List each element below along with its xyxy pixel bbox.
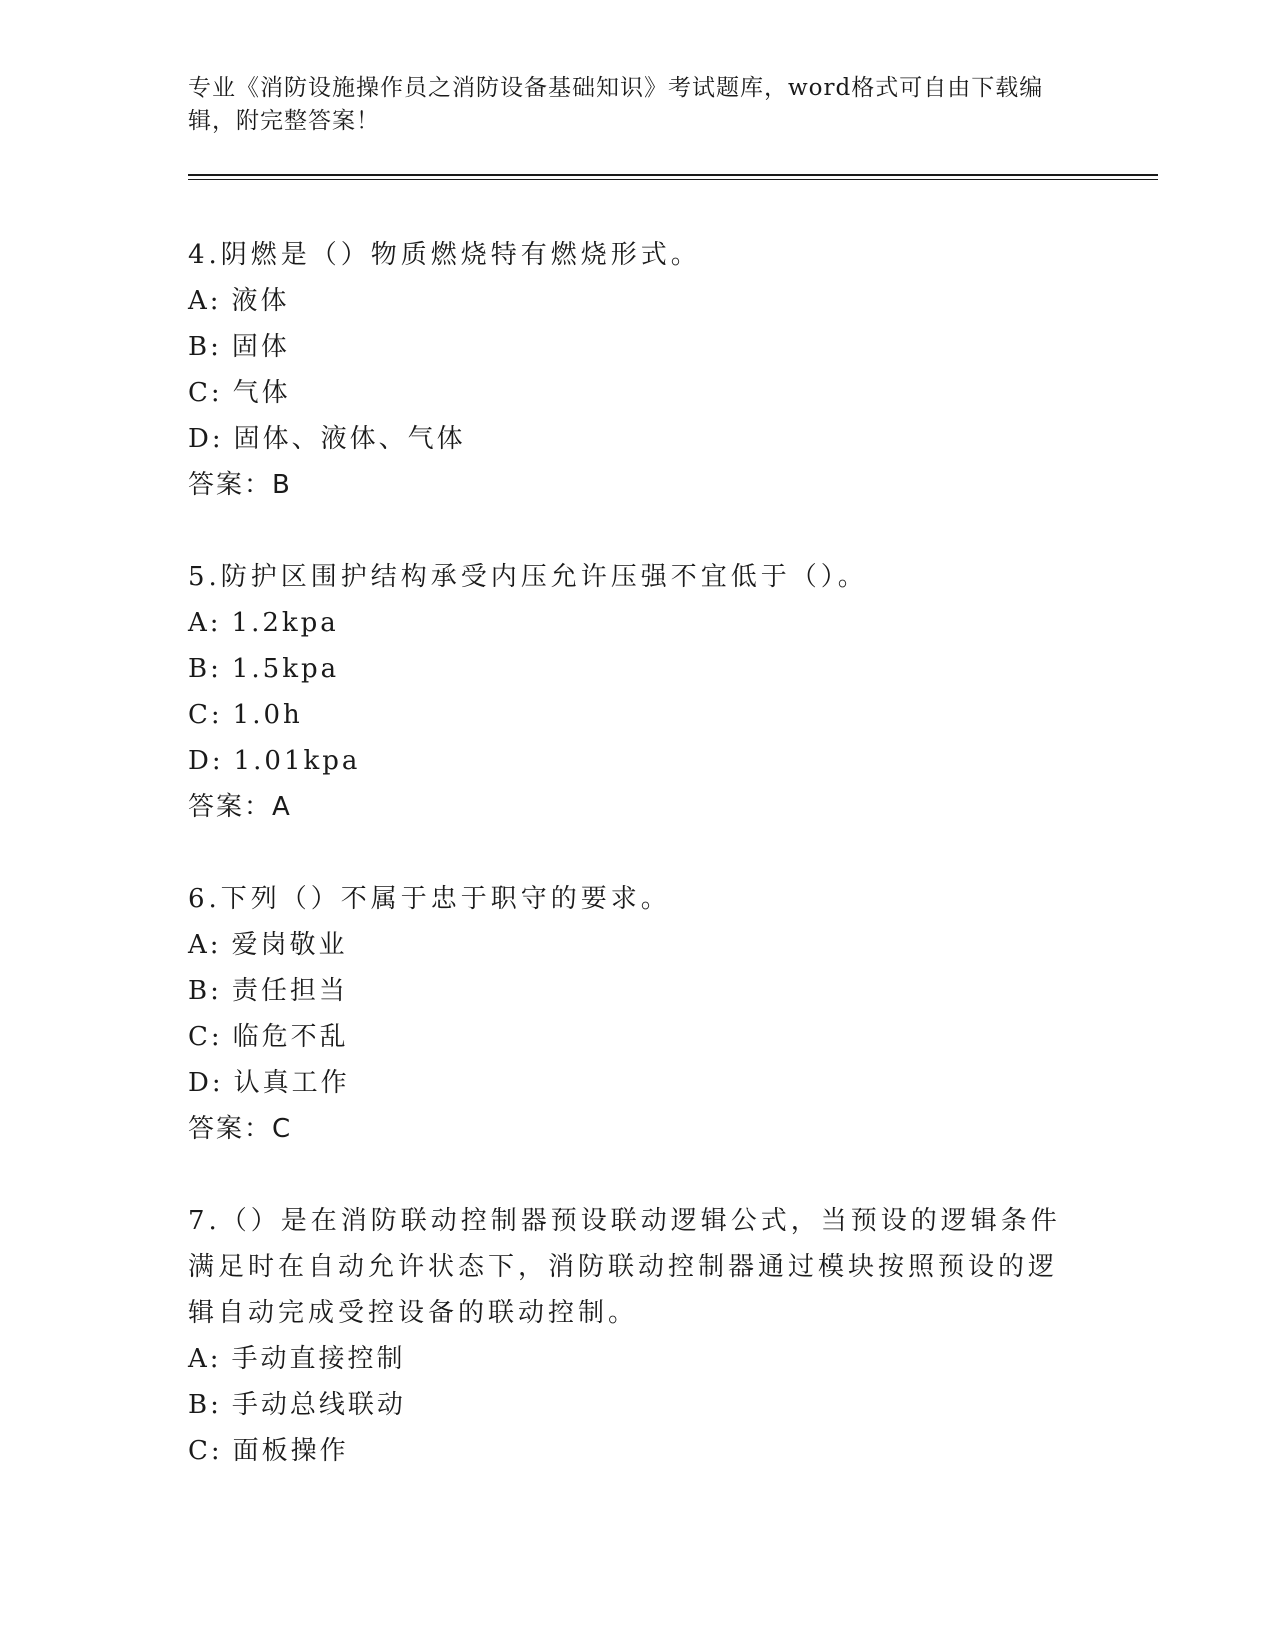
question-stem: 6.下列（）不属于忠于职守的要求。 <box>188 884 671 914</box>
question-stem: 7.（）是在消防联动控制器预设联动逻辑公式，当预设的逻辑条件满足时在自动允许状态下，消防联动控制器通过模块按照预设的逻辑自动完成受控设备的联动控制。 <box>188 1206 1061 1328</box>
question-item <box>188 232 1158 508</box>
question-item <box>188 1198 1158 1474</box>
option-b <box>188 968 1158 1014</box>
option-text: 1.5kpa <box>231 654 340 684</box>
option-c <box>188 692 1158 738</box>
question-item <box>188 876 1158 1152</box>
option-c <box>188 1428 1158 1474</box>
option-text: 面板操作 <box>232 1436 349 1466</box>
option-d <box>188 416 1158 462</box>
option-letter: A: <box>188 930 222 960</box>
option-letter: C: <box>188 378 223 408</box>
option-c <box>188 370 1158 416</box>
question-list <box>188 232 1158 1474</box>
option-text: 认真工作 <box>233 1068 350 1098</box>
option-text: 手动直接控制 <box>231 1344 406 1374</box>
option-text: 固体、液体、气体 <box>233 424 466 454</box>
document-page <box>188 72 1158 1520</box>
option-letter: C: <box>188 1022 223 1052</box>
option-a <box>188 600 1158 646</box>
option-letter: D: <box>188 1068 224 1098</box>
question-stem: 4.阴燃是（）物质燃烧特有燃烧形式。 <box>188 240 701 270</box>
option-text: 气体 <box>232 378 291 408</box>
option-a <box>188 1336 1158 1382</box>
option-letter: D: <box>188 746 224 776</box>
question-stem: 5.防护区围护结构承受内压允许压强不宜低于（）。 <box>188 562 868 592</box>
option-letter: B: <box>188 976 222 1006</box>
answer-line: 答案：A <box>188 792 292 822</box>
option-text: 1.2kpa <box>231 608 339 638</box>
option-letter: A: <box>188 1344 222 1374</box>
option-letter: B: <box>188 332 222 362</box>
option-text: 液体 <box>231 286 290 316</box>
option-letter: A: <box>188 286 222 316</box>
option-text: 手动总线联动 <box>231 1390 406 1420</box>
question-item <box>188 554 1158 830</box>
option-b <box>188 1382 1158 1428</box>
option-text: 固体 <box>231 332 290 362</box>
option-b <box>188 646 1158 692</box>
answer-line: 答案：C <box>188 1114 293 1144</box>
option-letter: B: <box>188 1390 222 1420</box>
option-letter: B: <box>188 654 222 684</box>
option-d <box>188 1060 1158 1106</box>
option-text: 1.0h <box>232 700 303 730</box>
document-description: 专业《消防设施操作员之消防设备基础知识》考试题库，word格式可自由下载编辑，附完整答案！ <box>188 75 1044 134</box>
option-c <box>188 1014 1158 1060</box>
option-d <box>188 738 1158 784</box>
header-divider <box>188 174 1158 180</box>
option-letter: A: <box>188 608 222 638</box>
option-a <box>188 278 1158 324</box>
option-text: 临危不乱 <box>232 1022 349 1052</box>
answer-line: 答案：B <box>188 470 292 500</box>
option-text: 爱岗敬业 <box>231 930 348 960</box>
option-b <box>188 324 1158 370</box>
option-letter: C: <box>188 1436 223 1466</box>
option-letter: D: <box>188 424 224 454</box>
option-text: 1.01kpa <box>233 746 361 776</box>
option-text: 责任担当 <box>231 976 348 1006</box>
option-letter: C: <box>188 700 223 730</box>
option-a <box>188 922 1158 968</box>
